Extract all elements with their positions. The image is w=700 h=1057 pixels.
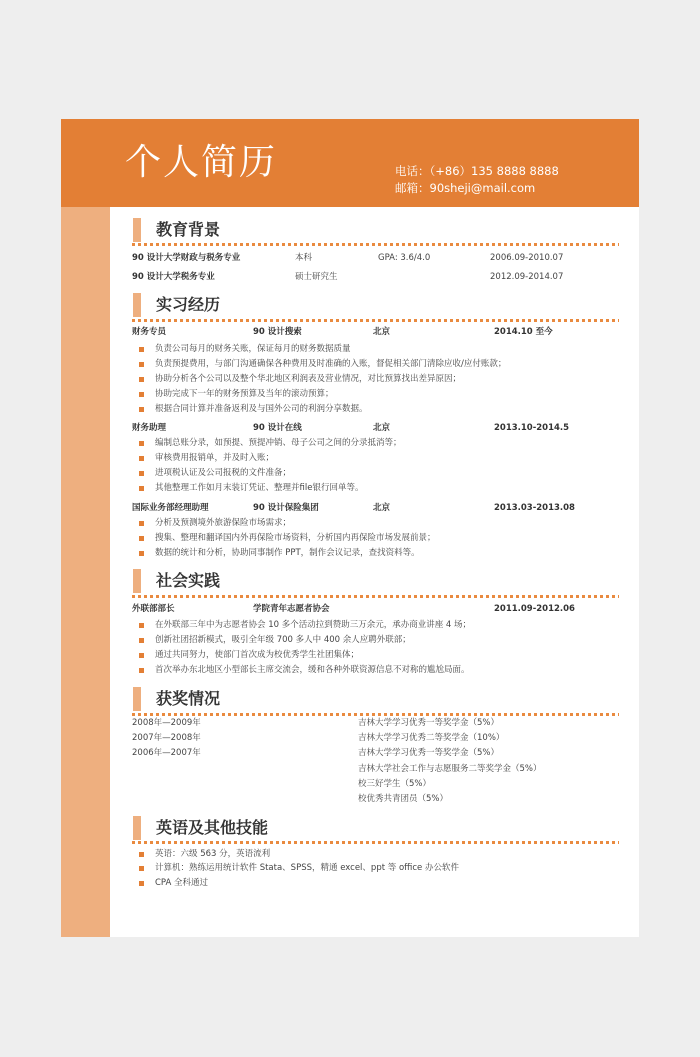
award-item: 吉林大学学习优秀二等奖学金（10%） [358,733,505,743]
job-company: 90 设计在线 [253,423,302,433]
dotted-divider [132,319,619,322]
award-year: 2006年—2007年 [132,748,201,758]
dotted-divider [132,841,619,844]
social-role: 外联部部长 [132,604,175,614]
section-marker [133,293,141,317]
section-title: 社会实践 [156,571,221,590]
education-school: 90 设计大学财政与税务专业 [132,253,241,263]
award-item: 校优秀共青团员（5%） [358,794,448,804]
social-date: 2011.09-2012.06 [494,604,575,614]
section-title: 获奖情况 [156,689,221,708]
dotted-divider [132,713,619,716]
resume-page: 个人简历 电话：（+86）135 8888 8888 邮箱：90sheji@mail.com 教育背景 90 设计大学财政与税务专业 本科 GPA: 3.6/4.0 2006.09-2010.07 90 设计大学税务专业 硕士研究生 2012.09-2014.07 实习经历 财务专员 90 设计搜索 北京 2014.10 至今 负责公司每月的财务关账，保证每月的财务数据质量 负责预提费用，与部门沟通确保各种费用及时准确的入账，督促相关部门清除应收/应付账款； 协助分析各个公司以及整个华北地区利润表及营业情况，对比预算找出差异原因； 协助完成下一年的财务预算及当年的滚动预算； 根据合同计算并准备返利及与国外公司的利润分享数据。 财务助理 90 设计在线 北京 2013.10-2014.5 编制总账分录，如预提、预提冲销、母子公司之间的分录抵消等； 审核费用报销单，并及时入账； 进项税认证及公司报税的文件准备； 其他整理工作如月末装订凭证、整理并file银行回单等。 国际业务部经理助理 90 设计保险集团 北京 2013.03-2013.08 分析及预测境外旅游保险市场需求； 搜集、整理和翻译国内外再保险市场资料，分析国内再保险市场发展前景； 数据的统计和分析，协助同事制作 PPT，制作会议记录，查找资料等。 社会实践 外联部部长 学院青年志愿者协会 2011.09-2012.06 在外联部三年中为志愿者协会 10 多个活动拉到赞助三万余元，承办商业讲座 4 场； 创新社团招新模式，吸引全年级 700 多人中 400 余人应聘外联部； 通过共同努力，使部门首次成为校优秀学生社团集体； 首次举办东北地区小型部长主席交流会，缓和各种外联资源信息不对称的尴尬局面。 获奖情况 2008年—2009年 2007年—2008年 2006年—2007年 吉林大学学习优秀一等奖学金（5%） 吉林大学学习优秀二等奖学金（10%） 吉林大学学习优秀一等奖学金（5%） 吉林大学社会工作与志愿服务二等奖学金（5%） 校三好学生（5%） 校优秀共青团员（5%） 英语及其他技能 英语：六级 563 分，英语流利 计算机：熟练运用统计软件 Stata、SPSS，精通 excel、ppt 等 office 办公软件 CPA 全科通过 [61,119,639,937]
job-role: 财务专员 [132,327,167,337]
job-date: 2013.03-2013.08 [494,503,575,513]
job-role: 财务助理 [132,423,167,433]
education-school: 90 设计大学税务专业 [132,272,215,282]
section-title: 实习经历 [156,295,221,314]
social-org: 学院青年志愿者协会 [253,604,330,614]
award-item: 吉林大学学习优秀一等奖学金（5%） [358,718,499,728]
dotted-divider [132,595,619,598]
job-city: 北京 [373,327,391,337]
award-year: 2008年—2009年 [132,718,201,728]
section-marker [133,816,141,840]
award-item: 校三好学生（5%） [358,779,431,789]
job-city: 北京 [373,423,391,433]
education-date: 2012.09-2014.07 [490,272,564,282]
job-company: 90 设计保险集团 [253,503,319,513]
email-contact: 邮箱：90sheji@mail.com [395,181,536,195]
job-date: 2013.10-2014.5 [494,423,570,433]
award-item: 吉林大学社会工作与志愿服务二等奖学金（5%） [358,764,542,774]
education-degree: 本科 [295,253,313,263]
resume-name: 个人简历 [125,142,278,183]
dotted-divider [132,243,619,246]
resume-header [61,119,639,207]
job-role: 国际业务部经理助理 [132,503,209,513]
phone-contact: 电话：（+86）135 8888 8888 [395,164,559,178]
education-gpa: GPA: 3.6/4.0 [378,253,431,263]
section-marker [133,218,141,242]
education-date: 2006.09-2010.07 [490,253,564,263]
section-marker [133,569,141,593]
education-degree: 硕士研究生 [295,272,338,282]
job-date: 2014.10 至今 [494,327,553,337]
job-company: 90 设计搜索 [253,327,302,337]
award-item: 吉林大学学习优秀一等奖学金（5%） [358,748,499,758]
section-title: 教育背景 [156,220,221,239]
award-year: 2007年—2008年 [132,733,201,743]
job-city: 北京 [373,503,391,513]
decorative-sidebar [61,207,110,937]
section-title: 英语及其他技能 [156,818,269,837]
section-marker [133,687,141,711]
